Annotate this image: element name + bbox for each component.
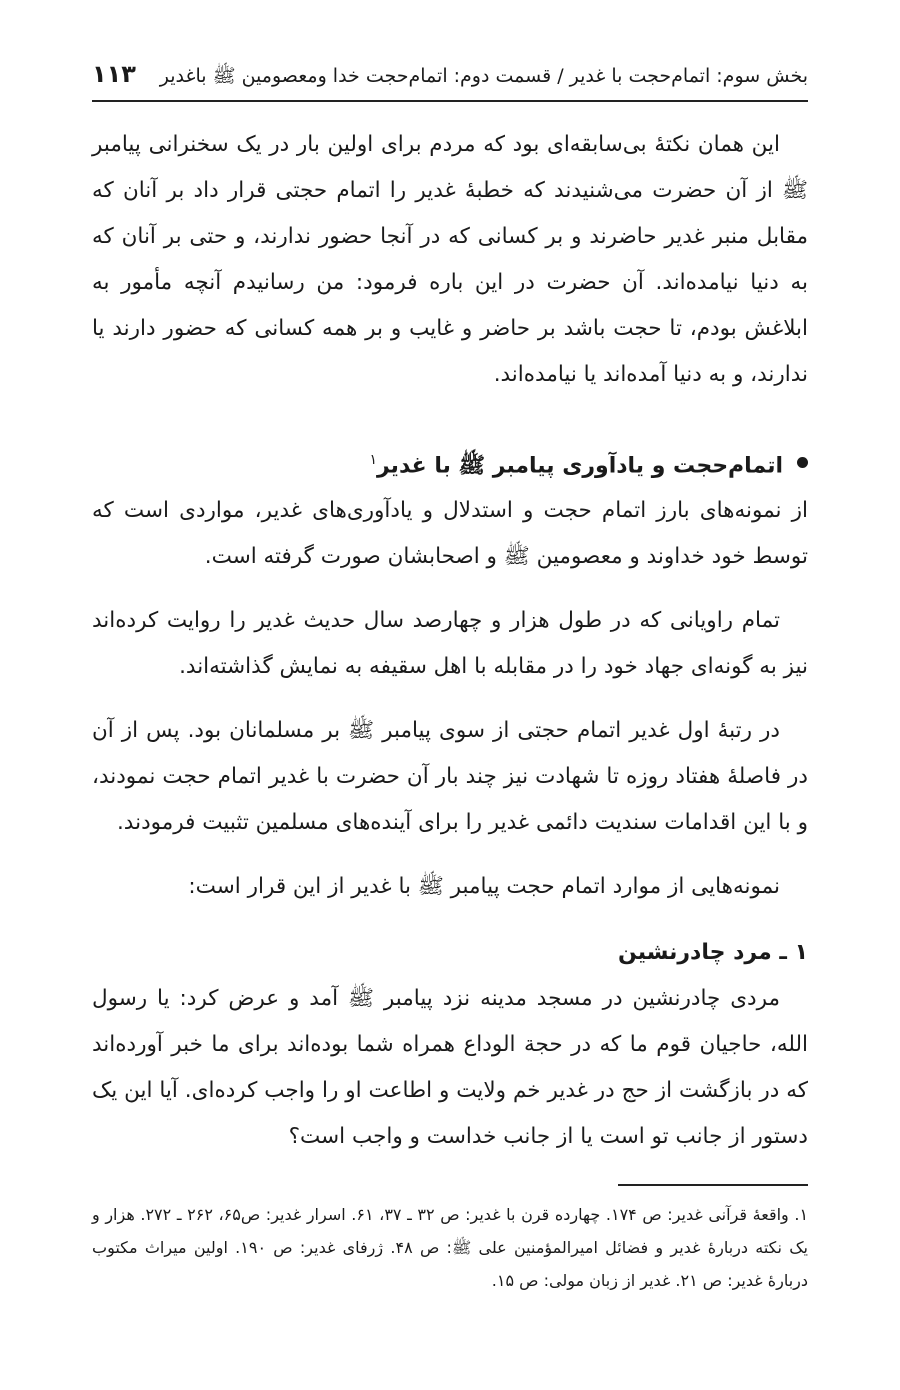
footnote-divider	[618, 1184, 808, 1186]
body-paragraph-2: از نمونه‌های بارز اتمام حجت و استدلال و یادآوری‌های غدیر، مواردی است که توسط خود خداوند و معصومین ﷺ و اصحابشان صورت گرفته است.	[92, 497, 808, 569]
sub-heading: ۱ ـ مرد چادرنشین	[617, 939, 808, 965]
body-paragraph-1: این همان نکتهٔ بی‌سابقه‌ای بود که مردم برای اولین بار در یک سخنرانی پیامبر ﷺ از آن حضرت می‌شنیدند که خطبهٔ غدیر را اتمام حجتی قرار داد بر آنان که مقابل منبر غدیر حاضرند و بر کسانی که در آنجا حضور ندارند، و حتی بر آنان که به دنیا نیامده‌اند. آن حضرت در این باره فرمود: من رسانیدم آنچه مأمور به ابلاغش بودم، تا حجت باشد بر حاضر و غایب و بر همه کسانی که حضور دارند یا ندارند، و به دنیا آمده‌اند یا نیامده‌اند.	[92, 131, 808, 387]
footnote-text: ۱. واقعهٔ قرآنی غدیر: ص ۱۷۴. چهارده قرن با غدیر: ص ۳۲ ـ ۳۷، ۶۱. اسرار غدیر: ص۶۵، ۲۶۲ ـ ۲۷۲. هزار و یک نکته دربارهٔ غدیر و فضائل امیرالمؤمنین علی ﷺ: ص ۴۸. ژرفای غدیر: ص ۱۹۰. اولین میراث مکتوب دربارهٔ غدیر: ص ۲۱. غدیر از زبان مولی: ص ۱۵.	[92, 1204, 809, 1290]
running-header	[92, 58, 808, 102]
section-heading	[92, 438, 808, 488]
book-page	[92, 58, 808, 1313]
body-paragraph-5: نمونه‌هایی از موارد اتمام حجت پیامبر ﷺ با غدیر از این قرار است:	[188, 873, 780, 899]
page-number: ۱۱۳	[92, 60, 136, 88]
section-heading-text	[369, 438, 783, 488]
footnote-marker[interactable]: ۱	[369, 451, 377, 468]
section-heading-label: اتمام‌حجت و یادآوری پیامبر ﷺ با غدیر	[377, 452, 783, 478]
bullet-icon	[797, 457, 808, 468]
body-paragraph-4: در رتبهٔ اول غدیر اتمام حجتی از سوی پیامبر ﷺ بر مسلمانان بود. پس از آن در فاصلهٔ هفتاد روزه تا شهادت نیز چند بار آن حضرت با غدیر اتمام حجت نمودند، و با این اقدامات سندیت دائمی غدیر را برای آینده‌های مسلمین تثبیت فرمودند.	[92, 717, 808, 835]
body-paragraph-3: تمام راویانی که در طول هزار و چهارصد سال حدیث غدیر را روایت کرده‌اند نیز به گونه‌ای جهاد خود را در مقابله با اهل سقیفه به نمایش گذاشته‌اند.	[92, 607, 808, 679]
body-paragraph-6: مردی چادرنشین در مسجد مدینه نزد پیامبر ﷺ آمد و عرض کرد: یا رسول الله، حاجیان قوم ما که در حجة الوداع همراه شما بوده‌اند برای ما خبر آورده‌اند که در بازگشت از حج در غدیر خم ولایت و اطاعت او را واجب کرده‌ای. آیا این یک دستور از جانب تو است یا از جانب خداست و واجب است؟	[92, 985, 808, 1149]
running-header-title: بخش سوم: اتمام‌حجت با غدیر / قسمت دوم: اتمام‌حجت خدا ومعصومین ﷺ باغدیر	[159, 65, 808, 87]
